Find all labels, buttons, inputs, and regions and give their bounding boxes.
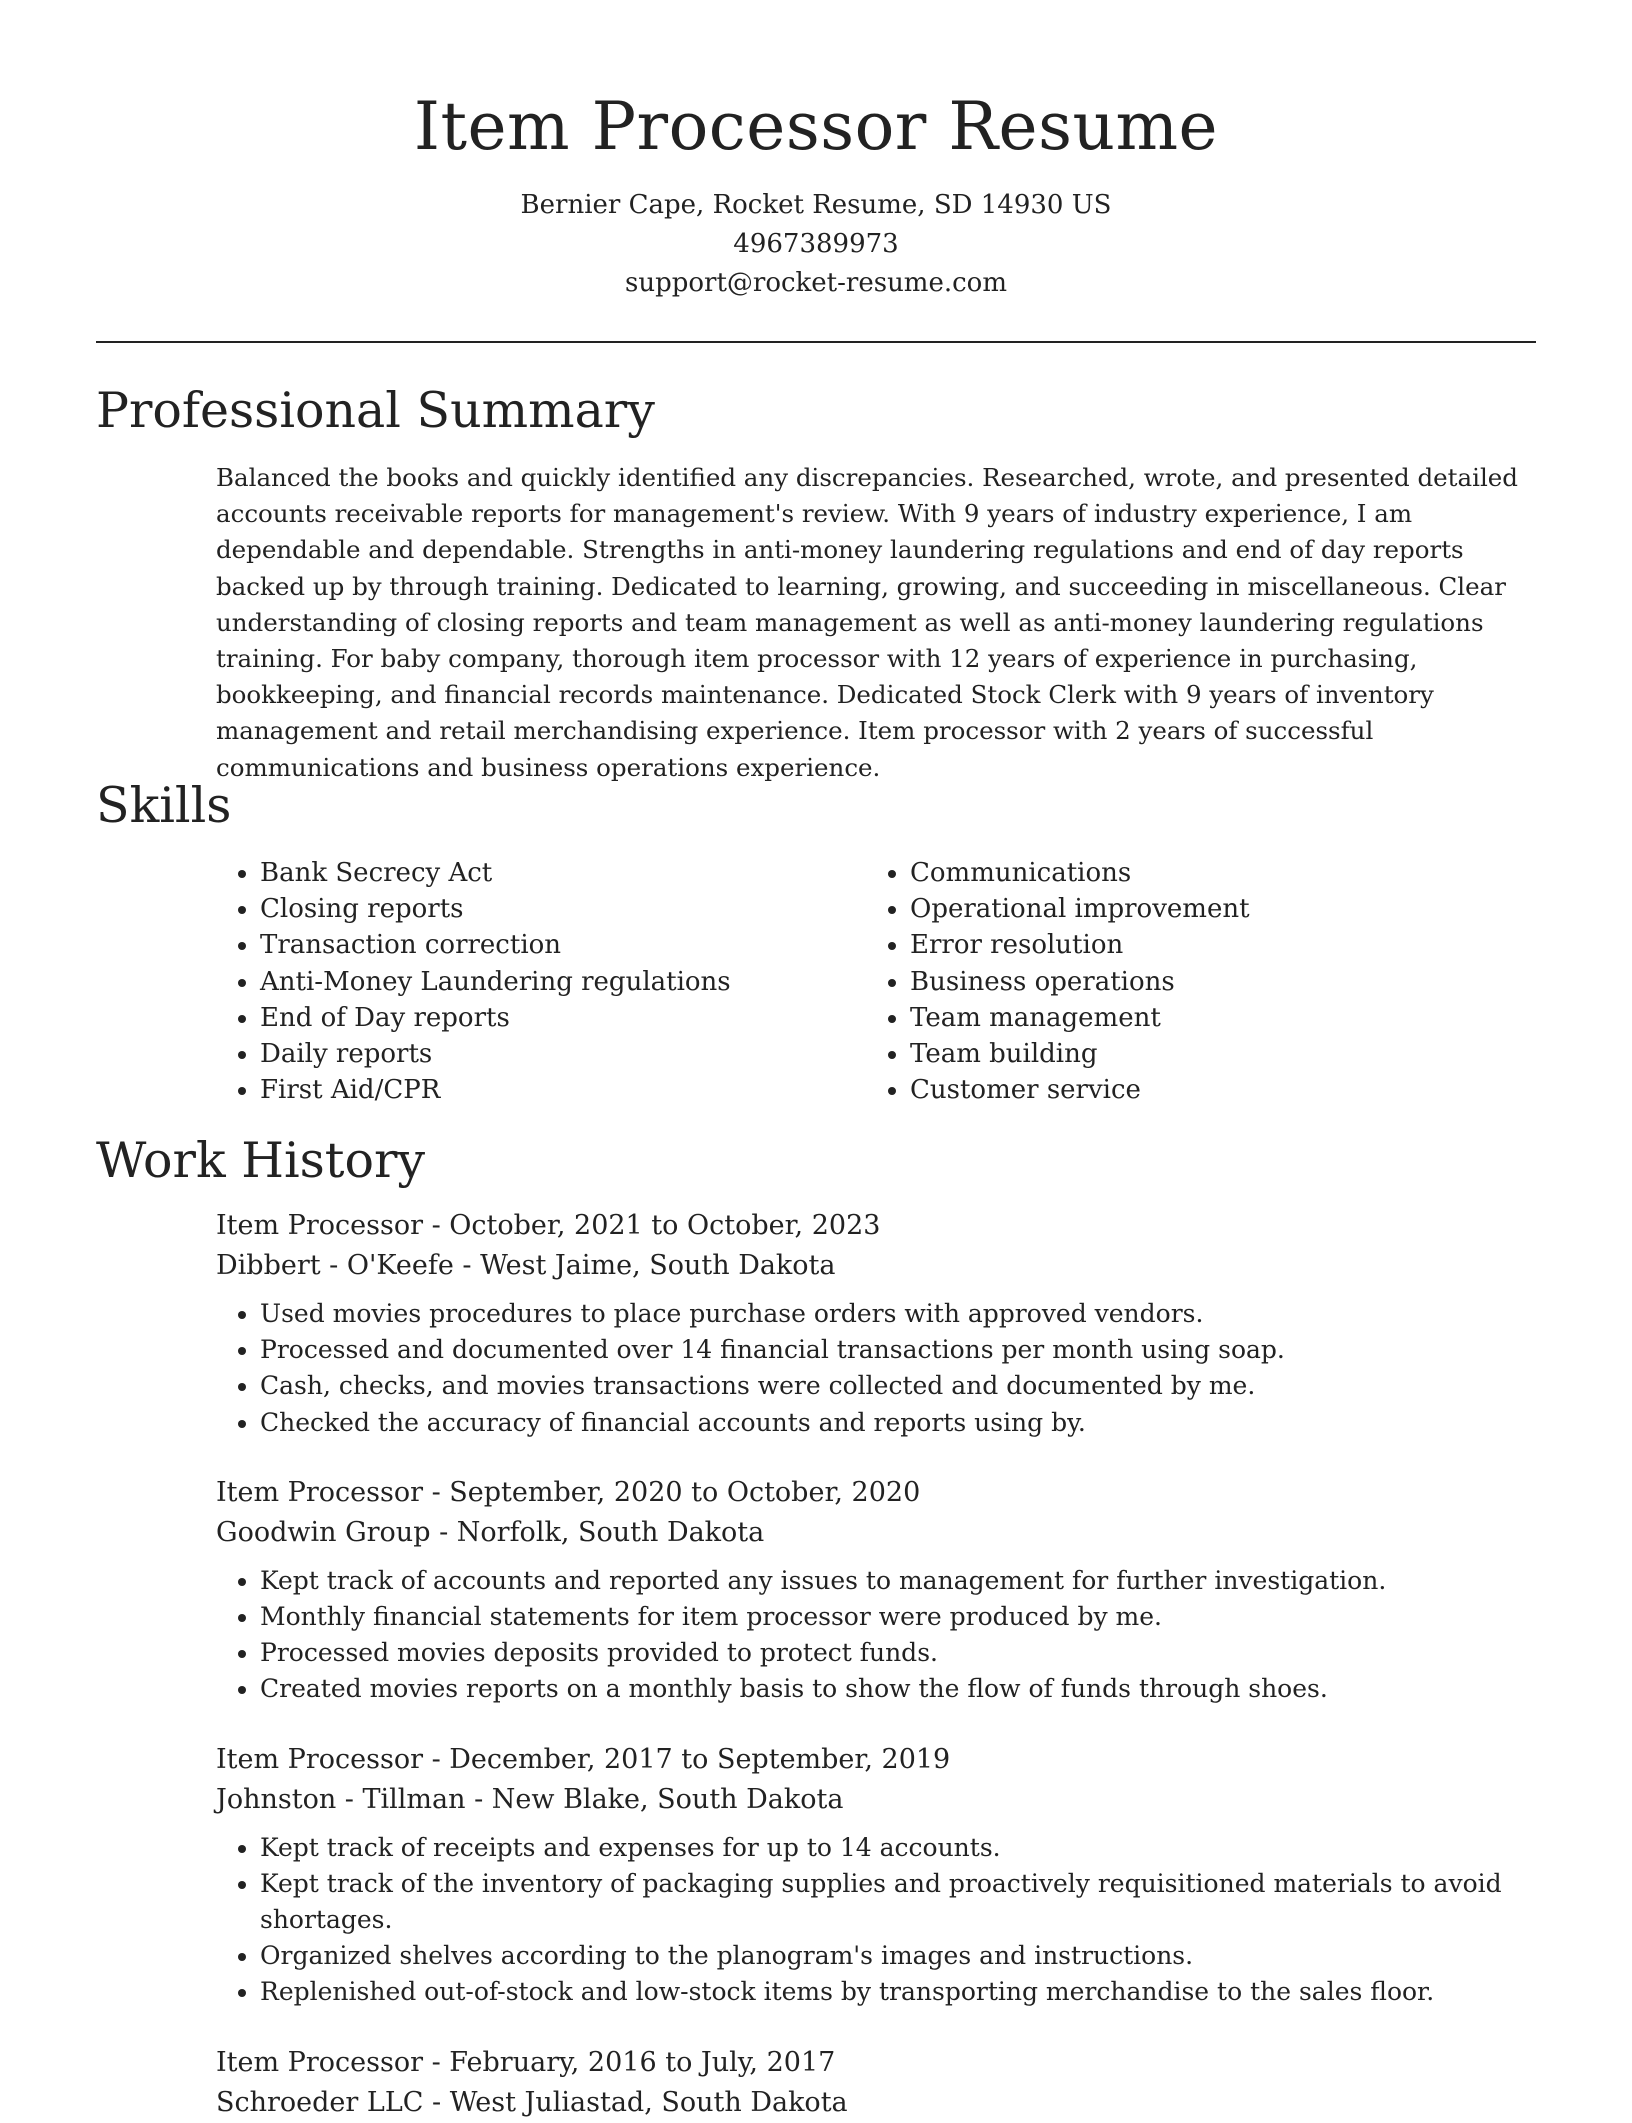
skill-item: • Closing reports	[260, 891, 866, 927]
skill-item: • Team management	[910, 1000, 1516, 1036]
header-divider	[96, 341, 1536, 343]
skills-list-right	[866, 855, 1516, 1108]
contact-email: support@rocket-resume.com	[624, 268, 1007, 298]
job-dates: October, 2021 to October, 2023	[449, 1210, 881, 1241]
job-company-line: Johnston - Tillman - New Blake, South Dakota	[216, 1783, 844, 1815]
skill-item: • Operational improvement	[910, 891, 1516, 927]
work-heading: Work History	[96, 1132, 426, 1189]
job-location: West Juliastad, South Dakota	[449, 2086, 848, 2118]
job-bullet: • Organized shelves according to the planogram's images and instructions.	[260, 1938, 1540, 1974]
skill-item: • Team building	[910, 1036, 1516, 1072]
job-title-line: Item Processor - October, 2021 to October, 2023	[216, 1210, 881, 1241]
job-bullet: • Kept track of the inventory of packaging supplies and proactively requisitioned materials to avoid shortages.	[260, 1866, 1540, 1938]
skill-item: • Customer service	[910, 1072, 1516, 1108]
skill-item: • Business operations	[910, 964, 1516, 1000]
job-entry	[216, 1740, 1536, 2011]
job-bullet: • Created movies reports on a monthly basis to show the flow of funds through shoes.	[260, 1671, 1540, 1707]
job-bullets	[216, 1296, 1540, 1441]
job-bullet: • Replenished out-of-stock and low-stock items by transporting merchandise to the sales floor.	[260, 1974, 1540, 2010]
skills-columns	[216, 855, 1536, 1108]
skill-item: • End of Day reports	[260, 1000, 866, 1036]
job-entry	[216, 1206, 1536, 1441]
job-title-line: Item Processor - December, 2017 to September, 2019	[216, 1743, 951, 1775]
job-entry	[216, 1473, 1536, 1708]
job-company-line: Goodwin Group - Norfolk, South Dakota	[216, 1516, 765, 1548]
summary-section	[96, 380, 1536, 786]
job-bullet: • Processed movies deposits provided to protect funds.	[260, 1635, 1540, 1671]
job-bullet: • Processed and documented over 14 financial transactions per month using soap.	[260, 1332, 1540, 1368]
job-title: Item Processor	[216, 2046, 423, 2078]
job-bullet: • Used movies procedures to place purchase orders with approved vendors.	[260, 1296, 1540, 1332]
skill-item: • Anti-Money Laundering regulations	[260, 964, 866, 1000]
job-bullets	[216, 1563, 1540, 1708]
job-entry	[216, 2043, 1536, 2123]
contact-block	[0, 186, 1632, 303]
skill-item: • First Aid/CPR	[260, 1072, 866, 1108]
work-section	[96, 1130, 1536, 2123]
job-bullet: • Kept track of receipts and expenses for up to 14 accounts.	[260, 1830, 1540, 1866]
job-title-line: Item Processor - February, 2016 to July, 2017	[216, 2046, 836, 2078]
job-location: Norfolk, South Dakota	[456, 1516, 765, 1548]
job-dates: December, 2017 to September, 2019	[449, 1743, 951, 1775]
job-bullet: • Monthly financial statements for item processor were produced by me.	[260, 1599, 1540, 1635]
resume-header	[0, 0, 1632, 303]
job-bullet: • Kept track of accounts and reported any issues to management for further investigation.	[260, 1563, 1540, 1599]
summary-heading: Professional Summary	[96, 382, 655, 439]
summary-text: Balanced the books and quickly identified any discrepancies. Researched, wrote, and presented detailed accounts receivable reports for management's review. With 9 years of industry experience, I am dependable and dependable. Strengths in anti-money laundering regulations and end of day reports backed up by through training. Dedicated to learning, growing, and succeeding in miscellaneous. Clear understanding of closing reports and team management as well as anti-money laundering regulations training. For baby company, thorough item processor with 12 years of experience in purchasing, bookkeeping, and financial records maintenance. Dedicated Stock Clerk with 9 years of inventory management and retail merchandising experience. Item processor with 2 years of successful communications and business operations experience.	[216, 463, 1518, 782]
skill-item: • Bank Secrecy Act	[260, 855, 866, 891]
skill-item: • Error resolution	[910, 927, 1516, 963]
job-company: Dibbert - O'Keefe	[216, 1250, 454, 1281]
job-dates: February, 2016 to July, 2017	[449, 2046, 836, 2078]
contact-address: Bernier Cape, Rocket Resume, SD 14930 US	[520, 190, 1112, 220]
skills-heading: Skills	[96, 777, 232, 834]
job-bullet: • Cash, checks, and movies transactions were collected and documented by me.	[260, 1368, 1540, 1404]
job-location: West Jaime, South Dakota	[480, 1250, 836, 1281]
job-bullets	[216, 1830, 1540, 2011]
skills-list-left	[216, 855, 866, 1108]
job-company-line: Dibbert - O'Keefe - West Jaime, South Dakota	[216, 1250, 836, 1281]
job-title-line: Item Processor - September, 2020 to October, 2020	[216, 1476, 921, 1508]
job-dates: September, 2020 to October, 2020	[449, 1476, 921, 1508]
skills-section	[96, 775, 1536, 1108]
job-bullet: • Checked the accuracy of financial accounts and reports using by.	[260, 1405, 1540, 1441]
job-company: Goodwin Group	[216, 1516, 431, 1548]
job-title: Item Processor	[216, 1210, 423, 1241]
skill-item: • Daily reports	[260, 1036, 866, 1072]
skill-item: • Transaction correction	[260, 927, 866, 963]
job-company: Schroeder LLC	[216, 2086, 424, 2118]
job-company-line: Schroeder LLC - West Juliastad, South Dakota	[216, 2086, 848, 2118]
skill-item: • Communications	[910, 855, 1516, 891]
job-location: New Blake, South Dakota	[491, 1783, 844, 1815]
resume-title: Item Processor Resume	[413, 88, 1219, 165]
contact-phone: 4967389973	[733, 229, 899, 259]
job-company: Johnston - Tillman	[216, 1783, 466, 1815]
job-title: Item Processor	[216, 1743, 423, 1775]
job-title: Item Processor	[216, 1476, 423, 1508]
